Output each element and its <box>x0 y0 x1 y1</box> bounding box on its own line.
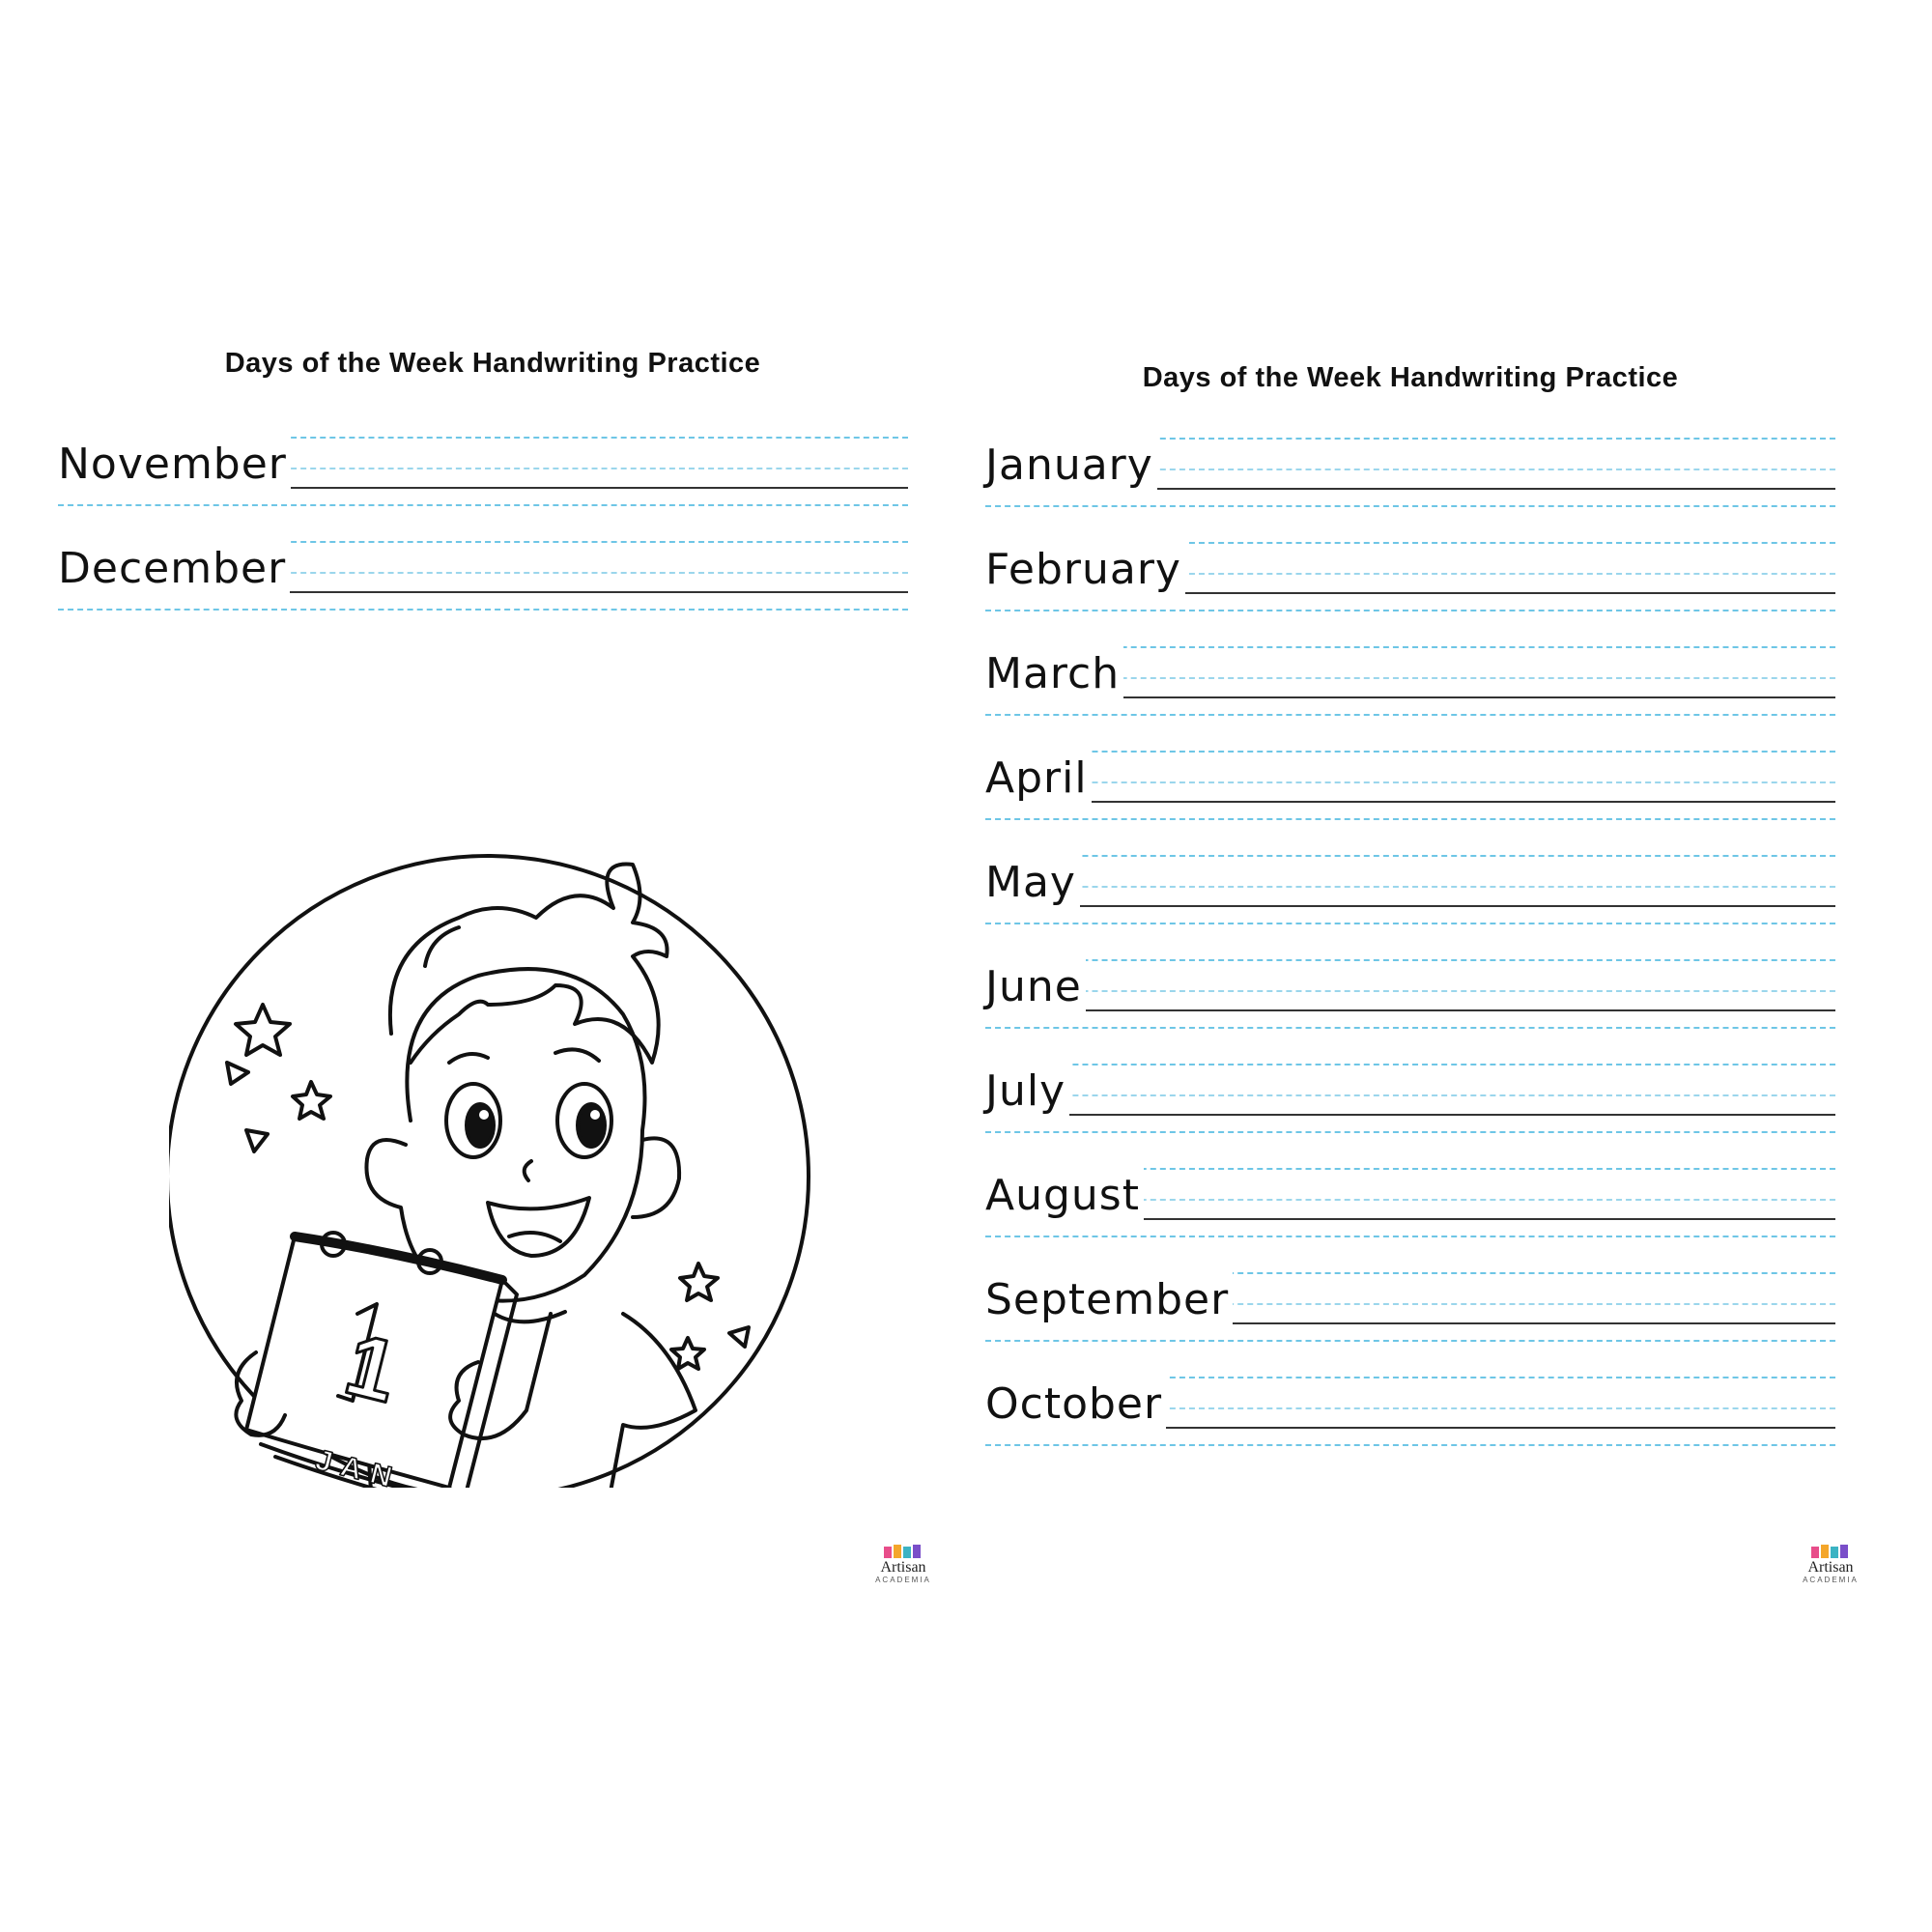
month-word: January <box>985 437 1157 495</box>
month-word: March <box>985 645 1123 703</box>
calendar-month-label: JAN <box>312 1443 405 1488</box>
star-icon <box>293 1082 330 1119</box>
descender-guide-line <box>985 1340 1835 1342</box>
practice-row <box>985 959 1835 1064</box>
month-word: April <box>985 750 1092 808</box>
top-guide-line <box>985 959 1835 961</box>
descender-guide-line <box>985 1444 1835 1446</box>
triangle-shape <box>246 1130 268 1151</box>
descender-guide-line <box>985 714 1835 716</box>
practice-row <box>985 1168 1835 1272</box>
baseline <box>985 1114 1835 1116</box>
baseline <box>985 801 1835 803</box>
descender-guide-line <box>58 504 908 506</box>
descender-guide-line <box>985 1027 1835 1029</box>
star-icon <box>680 1264 718 1300</box>
practice-row <box>58 541 908 645</box>
month-word: June <box>985 958 1086 1016</box>
practice-row <box>985 751 1835 855</box>
top-guide-line <box>985 751 1835 753</box>
eyebrow <box>449 1054 488 1063</box>
baseline <box>985 1009 1835 1011</box>
left-page <box>58 348 931 1604</box>
practice-row <box>985 855 1835 959</box>
shirt-outline <box>609 1314 696 1488</box>
triangle-shape <box>227 1063 248 1084</box>
descender-guide-line <box>985 1236 1835 1237</box>
practice-rows <box>58 437 908 645</box>
descender-guide-line <box>985 1131 1835 1133</box>
descender-guide-line <box>985 505 1835 507</box>
month-word: September <box>985 1271 1233 1329</box>
coloring-picture <box>169 715 865 1488</box>
month-word: December <box>58 540 290 598</box>
boy-with-calendar-illustration <box>169 715 865 1488</box>
mid-guide-line <box>985 781 1835 783</box>
descender-guide-line <box>985 818 1835 820</box>
month-word: October <box>985 1376 1166 1434</box>
logo-name: Artisan <box>880 1559 926 1576</box>
month-word: November <box>58 436 291 494</box>
calendar-icon <box>246 1233 517 1488</box>
practice-row <box>985 1377 1835 1481</box>
descender-guide-line <box>985 923 1835 924</box>
nose <box>525 1161 531 1180</box>
mid-guide-line <box>985 990 1835 992</box>
logo-icon <box>882 1543 924 1560</box>
logo-name: Artisan <box>1807 1559 1854 1576</box>
eyebrow <box>555 1049 599 1061</box>
page-title: Days of the Week Handwriting Practice <box>1142 362 1679 393</box>
top-guide-line <box>985 855 1835 857</box>
descender-guide-line <box>985 610 1835 611</box>
descender-guide-line <box>58 609 908 611</box>
triangle-shape <box>729 1327 749 1347</box>
right-page <box>985 362 1859 1618</box>
mid-guide-line <box>985 1094 1835 1096</box>
shirt-collar <box>488 1309 565 1321</box>
mouth <box>488 1198 589 1256</box>
logo-subtitle: ACADEMIA <box>1803 1576 1859 1584</box>
tongue <box>509 1233 560 1241</box>
artisan-academia-logo <box>860 1543 947 1601</box>
month-word: May <box>985 854 1080 912</box>
page-title: Days of the Week Handwriting Practice <box>224 348 761 379</box>
practice-row <box>985 1272 1835 1377</box>
top-guide-line <box>985 1064 1835 1065</box>
practice-row <box>985 1064 1835 1168</box>
star-icon <box>671 1338 704 1369</box>
logo-icon <box>1809 1543 1852 1560</box>
practice-row <box>985 542 1835 646</box>
month-word: July <box>985 1063 1069 1121</box>
mid-guide-line <box>985 886 1835 888</box>
star-icon <box>236 1005 290 1055</box>
hair-outline <box>390 865 668 1063</box>
month-word: August <box>985 1167 1144 1225</box>
month-word: February <box>985 541 1185 599</box>
logo-subtitle: ACADEMIA <box>875 1576 931 1584</box>
practice-row <box>58 437 908 541</box>
calendar-day-label: 1 <box>336 1316 407 1422</box>
practice-row <box>985 438 1835 542</box>
pupil <box>467 1104 494 1147</box>
artisan-academia-logo <box>1787 1543 1874 1601</box>
practice-row <box>985 646 1835 751</box>
practice-rows <box>985 438 1835 1481</box>
pupil <box>578 1104 605 1147</box>
baseline <box>985 905 1835 907</box>
